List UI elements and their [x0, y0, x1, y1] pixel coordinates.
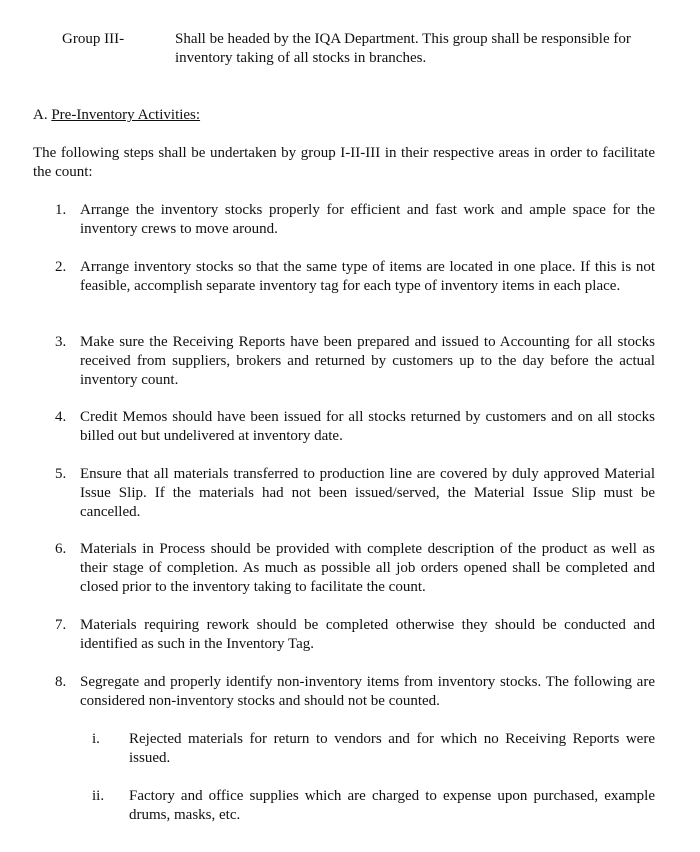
section-heading [33, 106, 200, 125]
intro-paragraph: The following steps shall be undertaken by group I-II-III in their respective areas in order to facilitate the count: [33, 145, 655, 180]
group-label: Group III- [62, 31, 125, 47]
item-number: 7. [55, 617, 67, 633]
item-number: 6. [55, 541, 67, 557]
subitem-text: Factory and office supplies which are charged to expense upon purchased, example drums, masks, etc. [129, 788, 655, 823]
item-number: 3. [55, 334, 67, 350]
item-text: Credit Memos should have been issued for all stocks returned by customers and on all stocks billed out but undelivered at inventory date. [80, 409, 655, 444]
item-text: Arrange inventory stocks so that the same type of items are located in one place. If this is not feasible, accomplish separate inventory tag for each type of inventory items in each place. [80, 259, 655, 294]
item-text: Make sure the Receiving Reports have been prepared and issued to Accounting for all stocks received from suppliers, brokers and returned by customers up to the day before the actual inventory count. [80, 334, 655, 388]
item-number: 4. [55, 409, 67, 425]
item-number: 2. [55, 259, 67, 275]
subitem-number: ii. [92, 788, 105, 804]
item-number: 5. [55, 466, 67, 482]
subitem-text: Rejected materials for return to vendors and for which no Receiving Reports were issued. [129, 731, 655, 766]
item-number: 8. [55, 674, 67, 690]
item-text: Arrange the inventory stocks properly for efficient and fast work and ample space for the inventory crews to move around. [80, 202, 655, 237]
item-text: Materials requiring rework should be completed otherwise they should be conducted and identified as such in the Inventory Tag. [80, 617, 655, 652]
item-text: Ensure that all materials transferred to production line are covered by duly approved Material Issue Slip. If the materials had not been issued/served, the Material Issue Slip must be cancelled. [80, 466, 655, 520]
item-text: Segregate and properly identify non-inventory items from inventory stocks. The following are considered non-inventory stocks and should not be counted. [80, 674, 655, 709]
item-number: 1. [55, 202, 67, 218]
subitem-number: i. [92, 731, 100, 747]
section-letter: A. [33, 107, 48, 123]
item-text: Materials in Process should be provided with complete description of the product as well as their stage of completion. As much as possible all job orders opened shall be completed and closed prior to the inventory taking to facilitate the count. [80, 541, 655, 595]
group-description: Shall be headed by the IQA Department. This group shall be responsible for inventory taking of all stocks in branches. [175, 31, 631, 66]
section-title: Pre-Inventory Activities: [51, 107, 201, 123]
